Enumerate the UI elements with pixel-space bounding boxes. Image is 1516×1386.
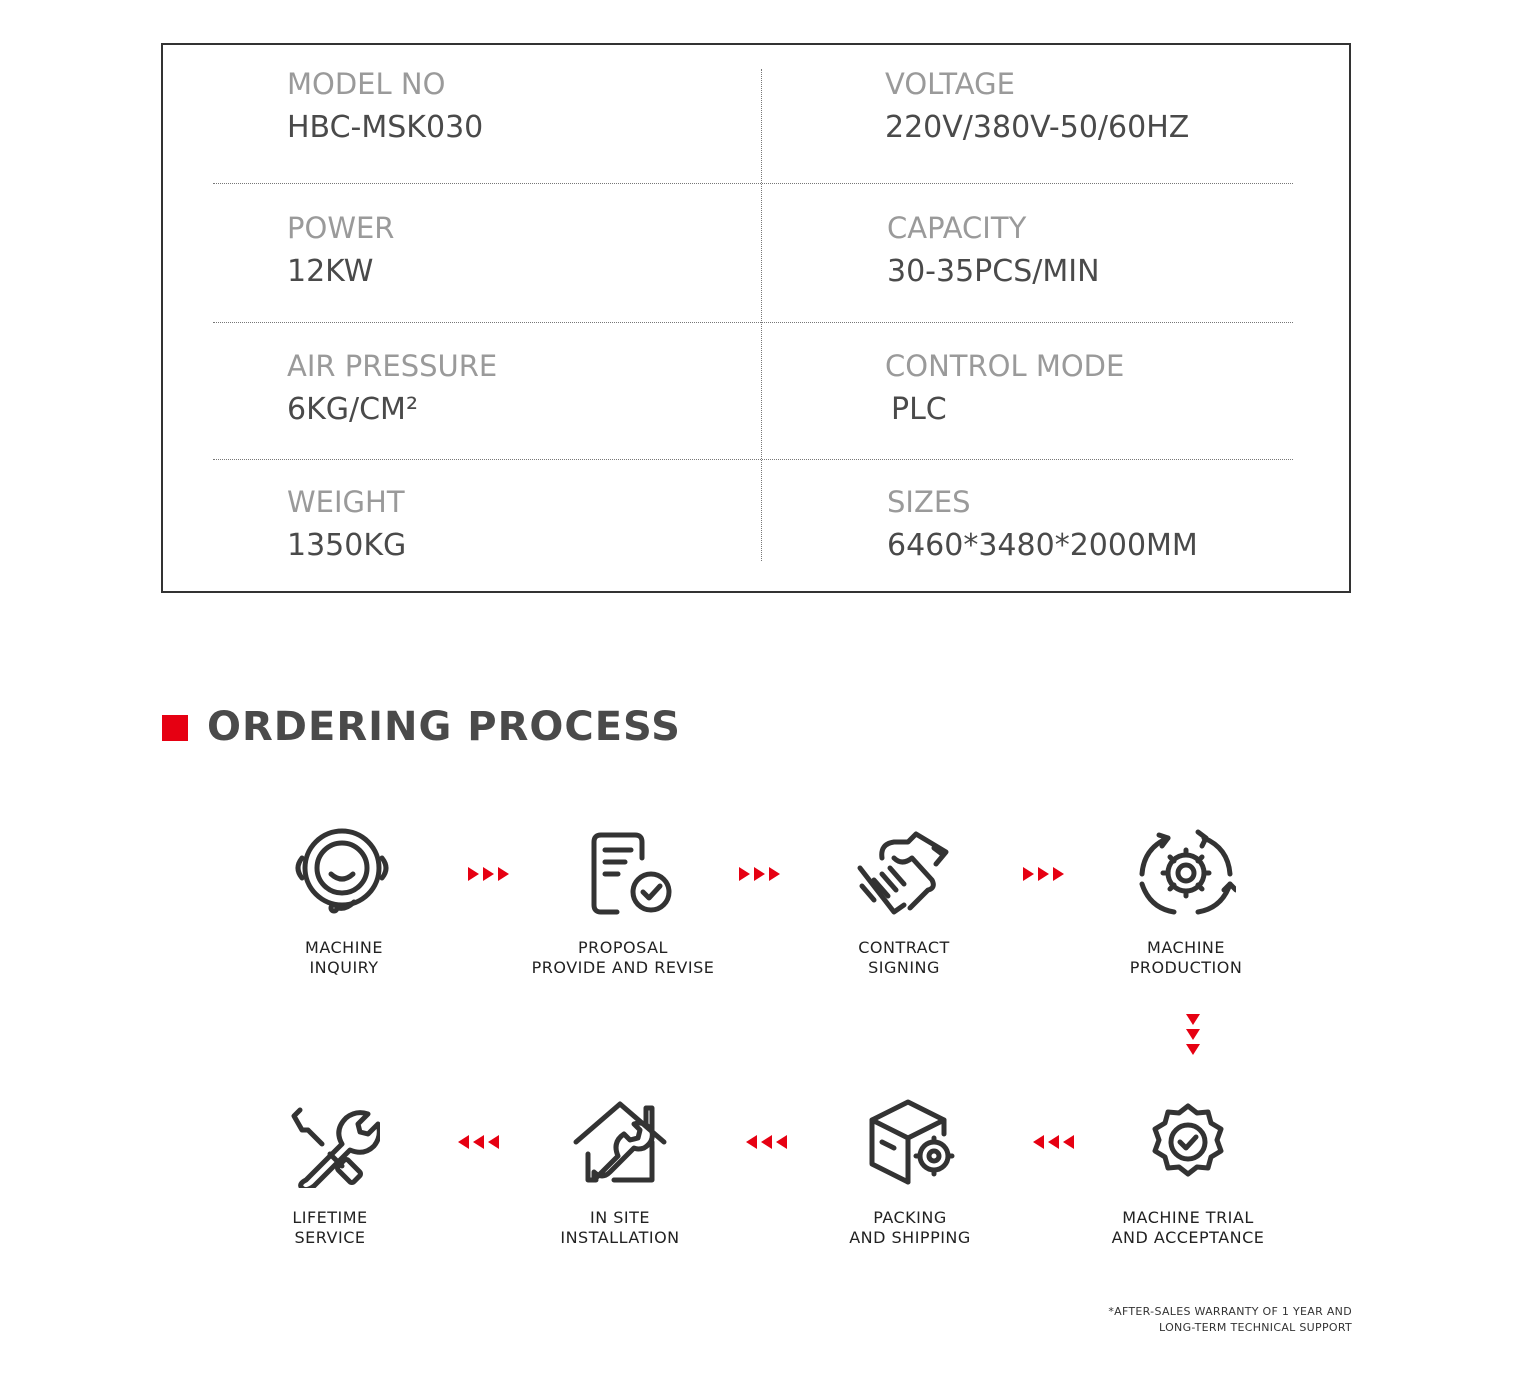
tools-icon bbox=[280, 1098, 380, 1188]
warranty-note-line: *AFTER-SALES WARRANTY OF 1 YEAR AND bbox=[1108, 1305, 1352, 1318]
step-label: MACHINE bbox=[1147, 938, 1225, 957]
row-divider bbox=[213, 183, 1293, 184]
headset-icon bbox=[294, 828, 394, 918]
spec-value: PLC bbox=[891, 392, 947, 427]
step-label: MACHINE bbox=[305, 938, 383, 957]
heading-marker bbox=[162, 715, 188, 741]
step-label: SIGNING bbox=[868, 958, 940, 977]
spec-capacity bbox=[887, 211, 1100, 289]
spec-table bbox=[161, 43, 1351, 593]
handshake-icon bbox=[854, 828, 954, 918]
step-label: INSTALLATION bbox=[560, 1228, 680, 1247]
arrow-down-icon bbox=[1185, 1014, 1201, 1058]
spec-value: 1350KG bbox=[287, 528, 407, 563]
spec-weight bbox=[287, 485, 406, 563]
column-divider bbox=[761, 69, 762, 561]
row-divider bbox=[213, 322, 1293, 323]
arrow-left-icon bbox=[1033, 1134, 1077, 1150]
step-contract bbox=[784, 828, 1024, 978]
spec-label: AIR PRESSURE bbox=[287, 349, 498, 383]
arrow-left-icon bbox=[458, 1134, 502, 1150]
step-trial-acceptance bbox=[1068, 1098, 1308, 1248]
step-label: AND ACCEPTANCE bbox=[1111, 1228, 1265, 1247]
arrow-right-icon bbox=[1023, 866, 1067, 882]
step-label: INQUIRY bbox=[309, 958, 379, 977]
step-label: AND SHIPPING bbox=[849, 1228, 971, 1247]
spec-label: CAPACITY bbox=[887, 211, 1027, 245]
step-label: PACKING bbox=[873, 1208, 947, 1227]
spec-voltage bbox=[885, 67, 1189, 145]
spec-power bbox=[287, 211, 394, 289]
section-title: ORDERING PROCESS bbox=[207, 704, 681, 750]
step-packing-shipping bbox=[790, 1098, 1030, 1248]
step-label: IN SITE bbox=[589, 1208, 651, 1227]
spec-label: CONTROL MODE bbox=[885, 349, 1125, 383]
spec-sizes bbox=[887, 485, 1198, 563]
spec-value: 6460*3480*2000MM bbox=[887, 528, 1198, 563]
step-installation bbox=[500, 1098, 740, 1248]
badge-check-icon bbox=[1138, 1098, 1238, 1188]
step-label: SERVICE bbox=[294, 1228, 366, 1247]
step-label: MACHINE TRIAL bbox=[1122, 1208, 1254, 1227]
spec-model-no bbox=[287, 67, 483, 145]
arrow-right-icon bbox=[739, 866, 783, 882]
gear-cycle-icon bbox=[1136, 828, 1236, 918]
spec-value: 12KW bbox=[287, 254, 374, 289]
spec-control-mode bbox=[885, 349, 1124, 427]
spec-value: 6KG/CM² bbox=[287, 392, 418, 427]
step-label: PROPOSAL bbox=[578, 938, 668, 957]
spec-label: POWER bbox=[287, 211, 395, 245]
box-gear-icon bbox=[860, 1098, 960, 1188]
arrow-left-icon bbox=[746, 1134, 790, 1150]
row-divider bbox=[213, 459, 1293, 460]
document-check-icon bbox=[573, 828, 673, 918]
spec-value: 30-35PCS/MIN bbox=[887, 254, 1100, 289]
spec-label: WEIGHT bbox=[287, 485, 405, 519]
step-lifetime-service bbox=[210, 1098, 450, 1248]
warranty-note-line: LONG-TERM TECHNICAL SUPPORT bbox=[1159, 1321, 1352, 1334]
spec-label: VOLTAGE bbox=[885, 67, 1015, 101]
spec-value: HBC-MSK030 bbox=[287, 110, 484, 145]
spec-label: MODEL NO bbox=[287, 67, 446, 101]
spec-value: 220V/380V-50/60HZ bbox=[885, 110, 1190, 145]
warranty-note bbox=[1108, 1304, 1352, 1336]
step-proposal bbox=[503, 828, 743, 978]
spec-label: SIZES bbox=[887, 485, 971, 519]
arrow-right-icon bbox=[468, 866, 512, 882]
step-label: PROVIDE AND REVISE bbox=[531, 958, 715, 977]
step-label: LIFETIME bbox=[292, 1208, 368, 1227]
spec-air-pressure bbox=[287, 349, 497, 427]
step-label: CONTRACT bbox=[858, 938, 950, 957]
step-label: PRODUCTION bbox=[1129, 958, 1243, 977]
house-wrench-icon bbox=[570, 1098, 670, 1188]
step-production bbox=[1066, 828, 1306, 978]
step-machine-inquiry bbox=[224, 828, 464, 978]
